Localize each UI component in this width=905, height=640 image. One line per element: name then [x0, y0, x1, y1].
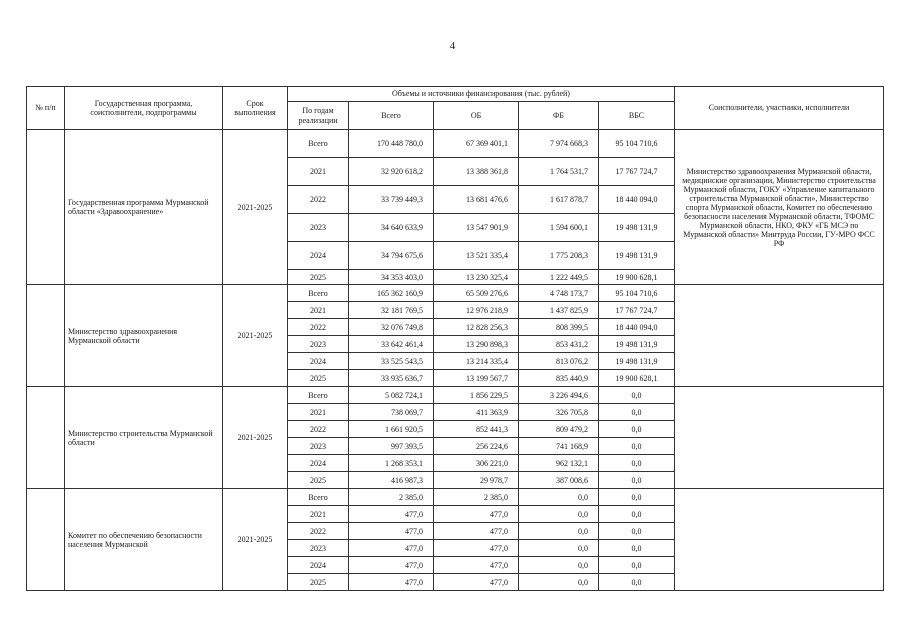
term: 2021-2025 — [223, 387, 288, 489]
vbs-cell: 19 900 628,1 — [599, 270, 675, 285]
row-number — [27, 285, 65, 387]
vbs-cell: 0,0 — [599, 387, 675, 404]
ob-cell: 13 214 335,4 — [434, 353, 519, 370]
ob-cell: 65 509 276,6 — [434, 285, 519, 302]
header-program: Государственная программа, соисполнители, подпрограммы — [65, 87, 223, 130]
vbs-cell: 0,0 — [599, 455, 675, 472]
ob-cell: 13 547 901,9 — [434, 214, 519, 242]
ob-cell: 256 224,6 — [434, 438, 519, 455]
fb-cell: 1 617 878,7 — [519, 186, 599, 214]
fb-cell: 835 440,9 — [519, 370, 599, 387]
total-cell: 34 353 403,0 — [349, 270, 434, 285]
ob-cell: 13 388 361,8 — [434, 158, 519, 186]
year-cell: 2024 — [288, 455, 349, 472]
ob-cell: 67 369 401,1 — [434, 130, 519, 158]
year-cell: 2023 — [288, 540, 349, 557]
program-name: Комитет по обеспечению безопасности населения Мурманской — [65, 489, 223, 591]
fb-cell: 0,0 — [519, 557, 599, 574]
ob-cell: 13 199 567,7 — [434, 370, 519, 387]
year-cell: 2023 — [288, 336, 349, 353]
total-cell: 33 739 449,3 — [349, 186, 434, 214]
vbs-cell: 19 498 131,9 — [599, 242, 675, 270]
fb-cell: 853 431,2 — [519, 336, 599, 353]
fb-cell: 326 705,8 — [519, 404, 599, 421]
year-cell: 2021 — [288, 158, 349, 186]
vbs-cell: 0,0 — [599, 540, 675, 557]
total-cell: 5 082 724,1 — [349, 387, 434, 404]
vbs-cell: 95 104 710,6 — [599, 285, 675, 302]
year-cell: 2021 — [288, 302, 349, 319]
fb-cell: 387 008,6 — [519, 472, 599, 489]
vbs-cell: 19 498 131,9 — [599, 214, 675, 242]
header-term: Срок выполнения — [223, 87, 288, 130]
vbs-cell: 0,0 — [599, 557, 675, 574]
vbs-cell: 0,0 — [599, 489, 675, 506]
fb-cell: 7 974 668,3 — [519, 130, 599, 158]
total-cell: 738 069,7 — [349, 404, 434, 421]
ob-cell: 13 290 898,3 — [434, 336, 519, 353]
program-name: Государственная программа Мурманской области «Здравоохранение» — [65, 130, 223, 285]
fb-cell: 0,0 — [519, 523, 599, 540]
ob-cell: 477,0 — [434, 574, 519, 591]
fb-cell: 1 437 825,9 — [519, 302, 599, 319]
year-cell: 2021 — [288, 506, 349, 523]
ob-cell: 477,0 — [434, 506, 519, 523]
year-cell: Всего — [288, 387, 349, 404]
fb-cell: 741 168,9 — [519, 438, 599, 455]
vbs-cell: 95 104 710,6 — [599, 130, 675, 158]
header-fb: ФБ — [519, 102, 599, 130]
header-num: № п/п — [27, 87, 65, 130]
total-cell: 32 076 749,8 — [349, 319, 434, 336]
header-ob: ОБ — [434, 102, 519, 130]
row-number — [27, 489, 65, 591]
year-cell: 2024 — [288, 557, 349, 574]
executors: Министерство здравоохранения Мурманской области, медицинские организации, Министерство строительства Мурманской области, ГОКУ «Управление капитального строительства Мурманской области», Министерство спорта Мурманской области, Комитет по обеспечению безопасности населения Мурманской области, ТФОМС Мурманской области, НКО, ФКУ «ГБ МСЭ по Мурманской области» Минтруда России, ГУ-МРО ФСС РФ — [675, 130, 884, 285]
ob-cell: 12 828 256,3 — [434, 319, 519, 336]
fb-cell: 0,0 — [519, 489, 599, 506]
vbs-cell: 18 440 094,0 — [599, 319, 675, 336]
vbs-cell: 19 900 628,1 — [599, 370, 675, 387]
fb-cell: 0,0 — [519, 506, 599, 523]
total-cell: 33 642 461,4 — [349, 336, 434, 353]
row-number — [27, 387, 65, 489]
total-cell: 1 268 353,1 — [349, 455, 434, 472]
year-cell: Всего — [288, 285, 349, 302]
row-number — [27, 130, 65, 285]
program-name: Министерство строительства Мурманской области — [65, 387, 223, 489]
total-cell: 32 920 618,2 — [349, 158, 434, 186]
table-row — [27, 489, 884, 506]
year-cell: 2024 — [288, 242, 349, 270]
fb-cell: 1 594 600,1 — [519, 214, 599, 242]
total-cell: 477,0 — [349, 540, 434, 557]
year-cell: 2025 — [288, 370, 349, 387]
ob-cell: 13 521 335,4 — [434, 242, 519, 270]
executors — [675, 489, 884, 591]
fb-cell: 813 076,2 — [519, 353, 599, 370]
total-cell: 34 794 675,6 — [349, 242, 434, 270]
fb-cell: 809 479,2 — [519, 421, 599, 438]
vbs-cell: 0,0 — [599, 472, 675, 489]
fb-cell: 4 748 173,7 — [519, 285, 599, 302]
ob-cell: 852 441,3 — [434, 421, 519, 438]
total-cell: 165 362 160,9 — [349, 285, 434, 302]
ob-cell: 477,0 — [434, 540, 519, 557]
executors — [675, 387, 884, 489]
total-cell: 34 640 633,9 — [349, 214, 434, 242]
vbs-cell: 19 498 131,9 — [599, 336, 675, 353]
fb-cell: 0,0 — [519, 540, 599, 557]
ob-cell: 12 976 218,9 — [434, 302, 519, 319]
year-cell: Всего — [288, 130, 349, 158]
fb-cell: 1 764 531,7 — [519, 158, 599, 186]
total-cell: 477,0 — [349, 523, 434, 540]
vbs-cell: 0,0 — [599, 574, 675, 591]
total-cell: 997 393,5 — [349, 438, 434, 455]
ob-cell: 29 978,7 — [434, 472, 519, 489]
vbs-cell: 0,0 — [599, 404, 675, 421]
term: 2021-2025 — [223, 285, 288, 387]
header-funding: Объемы и источники финансирования (тыс. рублей) — [288, 87, 675, 102]
header-executors: Соисполнители, участники, исполнители — [675, 87, 884, 130]
year-cell: Всего — [288, 489, 349, 506]
fb-cell: 1 222 449,5 — [519, 270, 599, 285]
total-cell: 1 661 920,5 — [349, 421, 434, 438]
year-cell: 2021 — [288, 404, 349, 421]
vbs-cell: 0,0 — [599, 438, 675, 455]
vbs-cell: 18 440 094,0 — [599, 186, 675, 214]
program-name: Министерство здравоохранения Мурманской области — [65, 285, 223, 387]
fb-cell: 808 399,5 — [519, 319, 599, 336]
vbs-cell: 0,0 — [599, 421, 675, 438]
year-cell: 2024 — [288, 353, 349, 370]
vbs-cell: 0,0 — [599, 523, 675, 540]
header-total: Всего — [349, 102, 434, 130]
ob-cell: 13 681 476,6 — [434, 186, 519, 214]
fb-cell: 3 226 494,6 — [519, 387, 599, 404]
ob-cell: 1 856 229,5 — [434, 387, 519, 404]
year-cell: 2022 — [288, 186, 349, 214]
year-cell: 2022 — [288, 523, 349, 540]
year-cell: 2025 — [288, 270, 349, 285]
total-cell: 416 987,3 — [349, 472, 434, 489]
total-cell: 33 525 543,5 — [349, 353, 434, 370]
year-cell: 2025 — [288, 574, 349, 591]
fb-cell: 0,0 — [519, 574, 599, 591]
table-row — [27, 387, 884, 404]
year-cell: 2025 — [288, 472, 349, 489]
ob-cell: 306 221,0 — [434, 455, 519, 472]
total-cell: 32 181 769,5 — [349, 302, 434, 319]
year-cell: 2023 — [288, 214, 349, 242]
vbs-cell: 19 498 131,9 — [599, 353, 675, 370]
executors — [675, 285, 884, 387]
vbs-cell: 17 767 724,7 — [599, 158, 675, 186]
total-cell: 2 385,0 — [349, 489, 434, 506]
funding-table — [26, 86, 884, 591]
year-cell: 2022 — [288, 421, 349, 438]
vbs-cell: 17 767 724,7 — [599, 302, 675, 319]
total-cell: 170 448 780,0 — [349, 130, 434, 158]
ob-cell: 477,0 — [434, 523, 519, 540]
ob-cell: 2 385,0 — [434, 489, 519, 506]
total-cell: 477,0 — [349, 557, 434, 574]
ob-cell: 411 363,9 — [434, 404, 519, 421]
term: 2021-2025 — [223, 130, 288, 285]
header-vbs: ВБС — [599, 102, 675, 130]
ob-cell: 13 230 325,4 — [434, 270, 519, 285]
year-cell: 2022 — [288, 319, 349, 336]
year-cell: 2023 — [288, 438, 349, 455]
total-cell: 477,0 — [349, 506, 434, 523]
page-number: 4 — [449, 40, 456, 52]
fb-cell: 1 775 208,3 — [519, 242, 599, 270]
ob-cell: 477,0 — [434, 557, 519, 574]
table-row — [27, 285, 884, 302]
total-cell: 33 935 636,7 — [349, 370, 434, 387]
header-by-years: По годам реализации — [288, 102, 349, 130]
term: 2021-2025 — [223, 489, 288, 591]
vbs-cell: 0,0 — [599, 506, 675, 523]
total-cell: 477,0 — [349, 574, 434, 591]
fb-cell: 962 132,1 — [519, 455, 599, 472]
table-row — [27, 130, 884, 158]
